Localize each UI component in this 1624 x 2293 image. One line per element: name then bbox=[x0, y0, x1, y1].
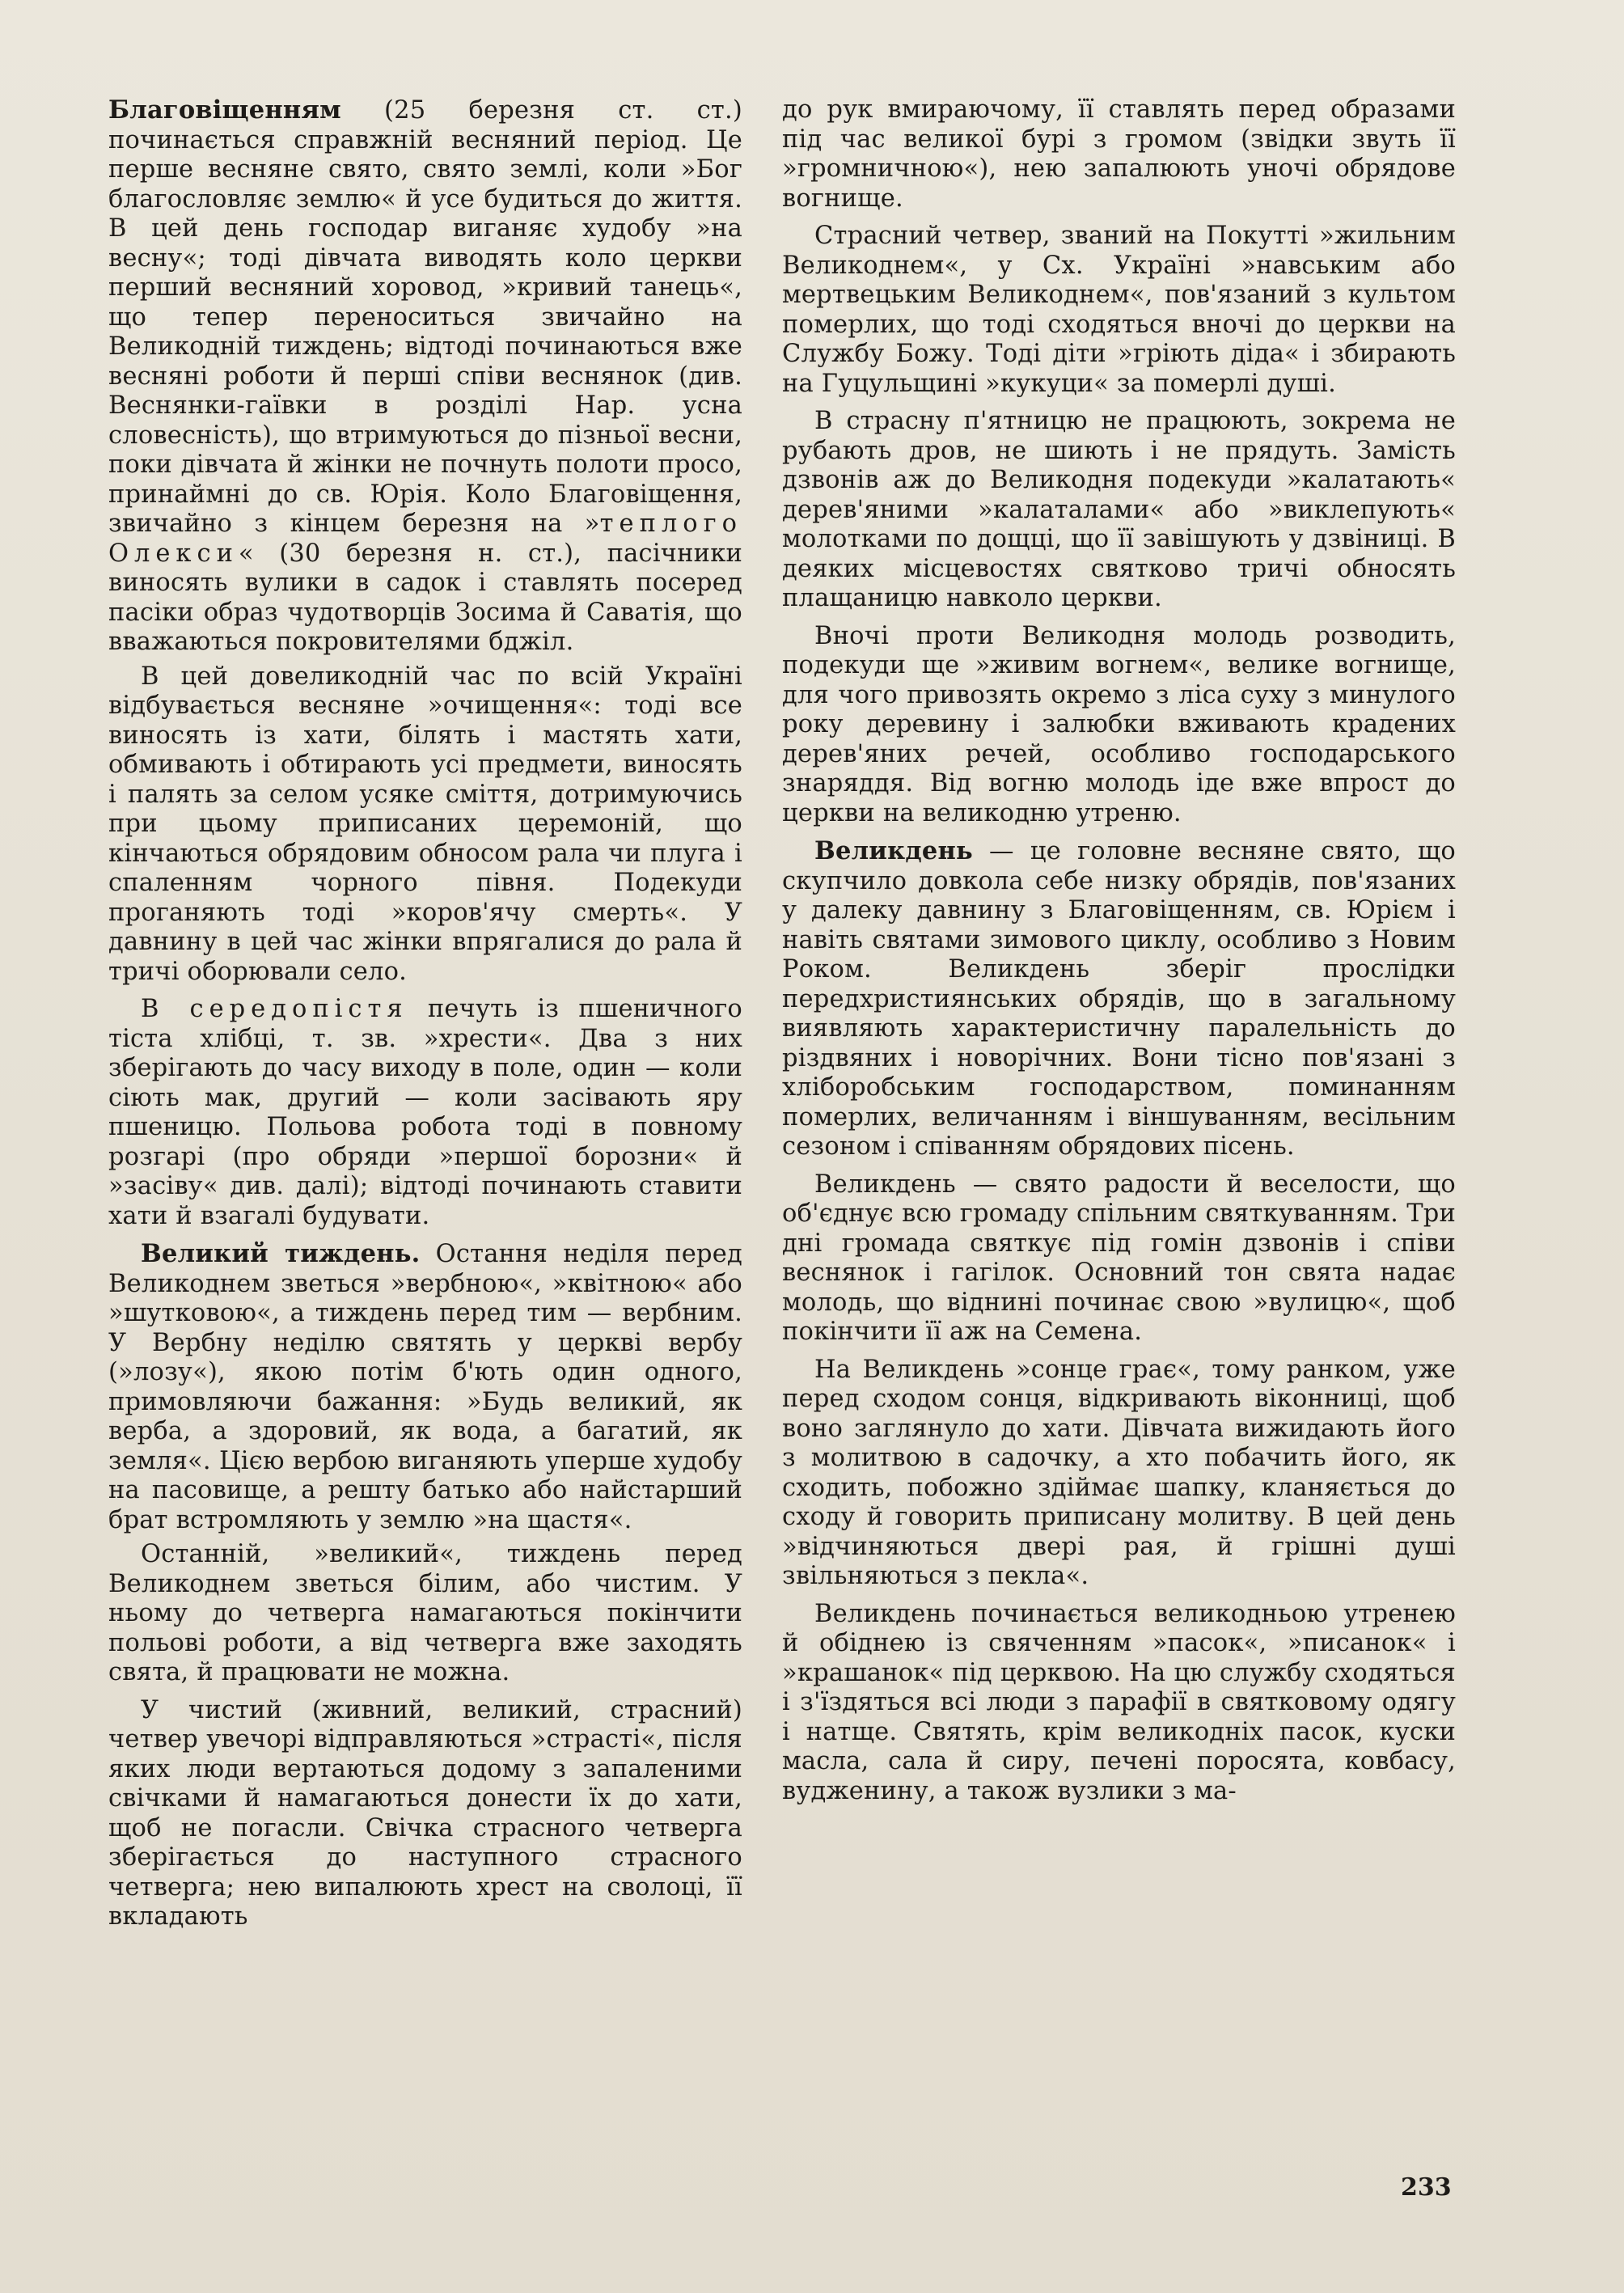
term-annunciation: Благовіщенням bbox=[108, 95, 341, 125]
paragraph-candle-continued: до рук вмираючому, її ставлять перед образами під час великої бурі з громом (звідки звуть її »громничною«), нею запалюють уночі обрядове вогнище. bbox=[782, 95, 1456, 213]
term-easter: Великдень bbox=[814, 836, 973, 865]
term-holy-week: Великий тиждень. bbox=[141, 1239, 421, 1268]
paragraph-easter bbox=[782, 836, 1456, 1162]
paragraph-sun-plays: На Великдень »сонце грає«, тому ранком, уже перед сходом сонця, відкривають віконниці, щоб воно заглянуло до хати. Дівчата вижидають його з молитвою в садочку, а хто побачить його, як сходить, побожно здіймає шапку, кланяється до сходу й говорить приписану молитву. В цей день »відчиняються двері рая, й грішні душі звільняються з пекла«. bbox=[782, 1355, 1456, 1590]
paragraph-easter-eve: Вночі проти Великодня молодь розводить, подекуди ще »живим вогнем«, велике вогнище, для чого привозять окремо з ліса суху з минулого року деревину і залюбки вживають крадених дерев'яних речей, особливо господарського знаряддя. Від вогню молодь іде вже впрост до церкви на великодню утреню. bbox=[782, 621, 1456, 827]
spaced-term: теплого Олекси bbox=[108, 510, 742, 568]
paragraph-clean-thursday: У чистий (живний, великий, страсний) четвер увечорі відправляються »страсті«, після яких люди вертаються додому з запаленими свічками й намагаються донести їх до хати, щоб не погасли. Свічка страсного четверга зберігається до наступного страсного четверга; нею випалюють хрест на сволоці, її вкладають bbox=[108, 1695, 742, 1931]
spaced-term: В середопістя bbox=[141, 995, 408, 1023]
paragraph-text: печуть із пшеничного тіста хлібці, т. зв. »хрести«. Два з них зберігають до часу виходу в поле, один — коли сіють мак, другий — коли засівають яру пшеницю. Польова робота тоді в повному розгарі (про обряди »першої борозни« й »засіву« див. далі); відтоді починають ставити хати й взагалі будувати. bbox=[108, 995, 742, 1230]
paragraph-easter-joy: Великдень — свято радости й веселости, що об'єднує всю громаду спільним святкуванням. Три дні громада святкує під гомін дзвонів і співи веснянок і гагілок. Основний тон свята надає молодь, що віднині починає свою »вулицю«, щоб покінчити її аж на Семена. bbox=[782, 1170, 1456, 1346]
paragraph-mid-lent bbox=[108, 995, 742, 1231]
paragraph-good-friday: В страсну п'ятницю не працюють, зокрема не рубають дров, не шиють і не прядуть. Замість дзвонів аж до Великодня подекуди »калатають« дерев'яними »калаталами« або »виклепують« молотками по дощці, що її завішують у дзвіниці. В деяких місцевостях святково тричі обносять плащаницю навколо церкви. bbox=[782, 407, 1456, 612]
paragraph-last-week: Останній, »великий«, тиждень перед Великоднем зветься білим, або чистим. У ньому до четверга намагаються покінчити польові роботи, а від четверга вже заходять свята, й працювати не можна. bbox=[108, 1540, 742, 1686]
paragraph-annunciation bbox=[108, 95, 742, 658]
paragraph-text: Остання неділя перед Великоднем зветься »вербною«, »квітною« або »шутковою«, а тиждень перед тим — вербним. У Вербну неділю святять у церкві вербу (»лозу«), якою потім б'ють один одного, примовляючи бажання: »Будь великий, як верба, а здоровий, як вода, а багатий, як земля«. Цією вербою виганяють уперше худобу на пасовище, а решту батько або найстарший брат встромляють у землю »на щастя«. bbox=[108, 1240, 742, 1534]
paragraph-text: « (30 березня н. ст.), пасічники виносять вулики в садок і ставлять посеред пасіки образ чудотворців Зосима й Саватія, що вважаються покровителями бджіл. bbox=[108, 539, 742, 656]
paragraph-purification: В цей довеликодній час по всій Україні відбувається весняне »очищення«: тоді все виносять із хати, білять і мастять хати, обмивають і обтирають усі предмети, виносять і палять за селом усяке сміття, дотримуючись при цьому приписаних церемоній, що кінчаються обрядовим обносом рала чи плуга і спаленням чорного півня. Подекуди проганяють тоді »коров'ячу смерть«. У давнину в цей час жінки впрягалися до рала й тричі оборювали село. bbox=[108, 662, 742, 986]
page-number: 233 bbox=[1401, 2173, 1452, 2202]
paragraph-text: — це головне весняне свято, що скупчило довкола себе низку обрядів, пов'язаних у далеку давнину з Благовіщенням, св. Юрієм і навіть святами зимового циклу, особливо з Новим Роком. Великдень зберіг прослідки передхристиянських обрядів, що в загальному виявляють характеристичну паралельність до різдвяних і новорічних. Вони тісно пов'язані з хліборобським господарством, поминанням померлих, величанням і віншуванням, весільним сезоном і співанням обрядових пісень. bbox=[782, 837, 1456, 1161]
paragraph-text: (25 березня ст. ст.) починається справжній весняний період. Це перше весняне свято, свято землі, коли »Бог благословляє землю« й усе будиться до життя. В цей день господар виганяє худобу »на весну«; тоді дівчата виводять коло церкви перший весняний хоровод, »кривий танець«, що тепер переноситься звичайно на Великодній тиждень; відтоді починаються вже весняні роботи й перші співи веснянок (див. Веснянки-гаївки в розділі Нар. усна словесність), що втримуються до пізньої весни, поки дівчата й жінки не почнуть полоти просо, принаймні до св. Юрія. Коло Благовіщення, звичайно з кінцем березня на » bbox=[108, 96, 742, 538]
paragraph-holy-thursday: Страсний четвер, званий на Покутті »жильним Великоднем«, у Сх. Україні »навським або мертвецьким Великоднем«, пов'язаний з культом померлих, що тоді сходяться вночі до церкви на Службу Божу. Тоді діти »гріють діда« і збирають на Гуцульщині »кукуци« за померлі душі. bbox=[782, 222, 1456, 398]
paragraph-holy-week bbox=[108, 1239, 742, 1535]
right-column bbox=[782, 95, 1456, 1811]
left-column bbox=[108, 95, 742, 1937]
paragraph-easter-service: Великдень починається великодньою утренею й обіднею із свяченням »пасок«, »писанок« і »крашанок« під церквою. На цю службу сходяться і з'їздяться всі люди з парафії в святковому одягу і натще. Святять, крім великодніх пасок, куски масла, сала й сиру, печені поросята, ковбасу, вудженину, а також вузлики з ма- bbox=[782, 1599, 1456, 1805]
